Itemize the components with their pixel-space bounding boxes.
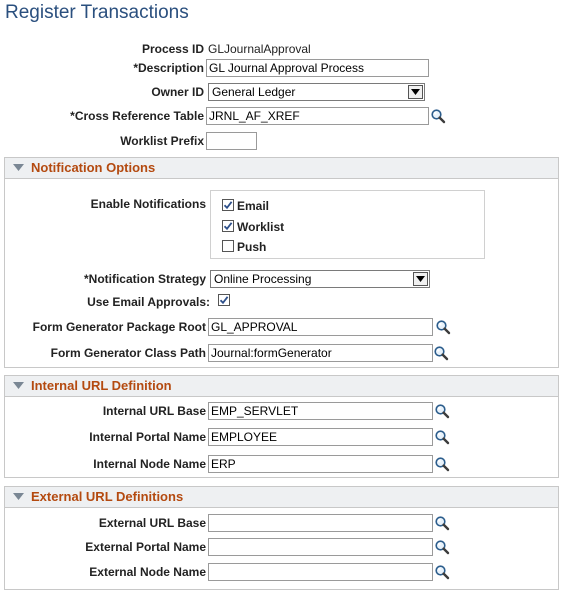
description-input[interactable]: GL Journal Approval Process [206,59,429,77]
form-generator-package-root-input[interactable]: GL_APPROVAL [208,318,433,336]
magnifier-lookup-icon[interactable] [433,345,449,361]
owner-id-value: General Ledger [212,85,296,99]
internal-portal-name-label: Internal Portal Name [89,430,206,444]
internal-url-title: Internal URL Definition [31,378,172,393]
magnifier-lookup-icon[interactable] [434,429,450,445]
magnifier-lookup-icon[interactable] [434,564,450,580]
cross-reference-table-label: *Cross Reference Table [70,109,204,123]
enable-notifications-label: Enable Notifications [90,197,206,211]
worklist-checkbox[interactable] [222,220,234,232]
external-url-base-input[interactable] [208,514,433,532]
external-node-name-label: External Node Name [89,565,206,579]
collapse-triangle-icon[interactable] [13,382,24,390]
notification-options-title: Notification Options [31,160,156,175]
owner-id-dropdown[interactable] [208,83,425,101]
worklist-checkbox-label: Worklist [237,220,285,234]
external-portal-name-input[interactable] [208,538,433,556]
use-email-approvals-label: Use Email Approvals: [87,295,210,309]
form-generator-class-path-input[interactable]: Journal:formGenerator [208,344,433,362]
process-id-value: GLJournalApproval [208,42,311,56]
form-generator-package-root-label: Form Generator Package Root [32,320,206,334]
push-checkbox[interactable] [222,240,234,252]
magnifier-lookup-icon[interactable] [434,456,450,472]
internal-url-base-label: Internal URL Base [102,404,206,418]
checkmark-icon [223,200,233,210]
use-email-approvals-checkbox[interactable] [218,294,230,306]
magnifier-lookup-icon[interactable] [434,539,450,555]
page-title: Register Transactions [5,2,189,23]
worklist-prefix-input[interactable] [206,132,257,150]
cross-reference-table-input[interactable]: JRNL_AF_XREF [206,107,429,125]
worklist-prefix-label: Worklist Prefix [120,134,204,148]
dropdown-arrow-icon[interactable] [413,272,428,286]
owner-id-label: Owner ID [151,85,204,99]
notification-strategy-label: *Notification Strategy [83,272,206,286]
external-url-base-label: External URL Base [98,516,206,530]
external-url-title: External URL Definitions [31,489,184,504]
collapse-triangle-icon[interactable] [13,493,24,501]
magnifier-lookup-icon[interactable] [434,403,450,419]
magnifier-lookup-icon[interactable] [434,515,450,531]
dropdown-arrow-icon[interactable] [408,85,423,99]
checkmark-icon [223,221,233,231]
notification-strategy-dropdown[interactable] [210,270,430,288]
email-checkbox[interactable] [222,199,234,211]
external-url-header[interactable] [5,487,558,508]
internal-portal-name-input[interactable]: EMPLOYEE [208,428,433,446]
internal-node-name-label: Internal Node Name [93,457,206,471]
push-checkbox-label: Push [237,240,267,254]
notification-options-section [4,157,559,368]
collapse-triangle-icon[interactable] [13,164,24,172]
checkmark-icon [219,295,229,305]
notification-options-header[interactable] [5,158,558,179]
notification-strategy-value: Online Processing [214,272,312,286]
magnifier-lookup-icon[interactable] [435,319,451,335]
form-generator-class-path-label: Form Generator Class Path [50,346,206,360]
internal-node-name-input[interactable]: ERP [208,455,433,473]
external-node-name-input[interactable] [208,563,433,581]
external-portal-name-label: External Portal Name [85,540,206,554]
description-label: *Description [133,61,204,75]
internal-url-header[interactable] [5,376,558,397]
magnifier-lookup-icon[interactable] [430,108,446,124]
email-checkbox-label: Email [237,199,270,213]
internal-url-base-input[interactable]: EMP_SERVLET [208,402,433,420]
process-id-label: Process ID [141,42,204,56]
